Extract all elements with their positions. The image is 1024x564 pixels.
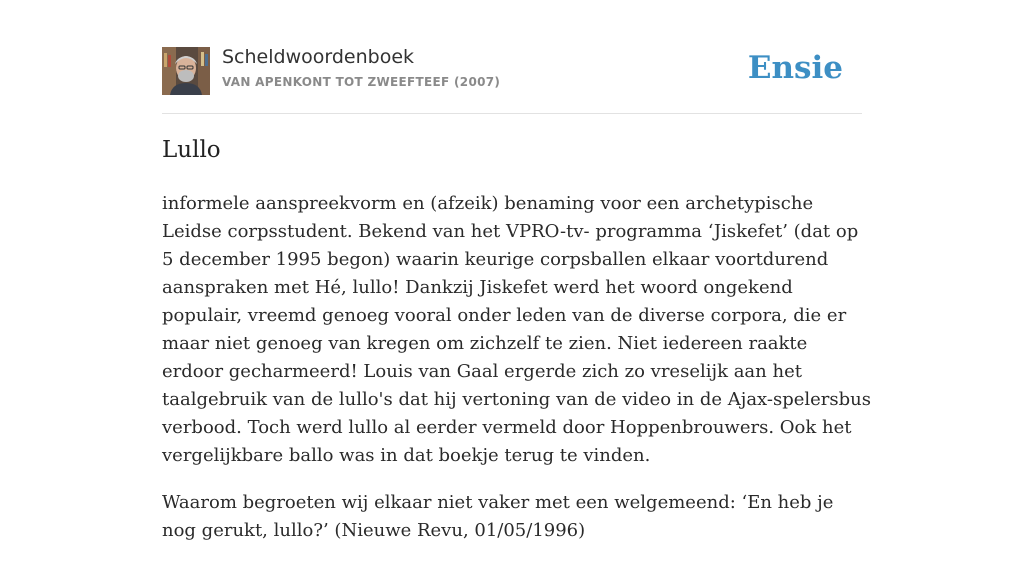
header-divider <box>162 113 862 114</box>
author-portrait-icon <box>162 47 210 95</box>
source-subtitle: VAN APENKONT TOT ZWEEFTEEF (2007) <box>222 75 501 89</box>
entry-definition <box>162 190 872 564</box>
ensie-logo[interactable]: Ensie <box>747 50 843 86</box>
entry-title: Lullo <box>162 137 221 163</box>
source-header <box>162 46 862 96</box>
definition-paragraph: informele aanspreekvorm en (afzeik) benaming voor een archetypische Leidse corpsstudent. Bekend van het VPRO-tv- programma ‘Jiskefet’ (dat op 5 december 1995 begon) waarin keurige corpsballen elkaar voortdurend aanspraken met Hé, lullo! Dankzij Jiskefet werd het woord ongekend populair, vreemd genoeg vooral onder leden van de diverse corpora, die er maar niet genoeg van kregen om zichzelf te zien. Niet iedereen raakte erdoor gecharmeerd! Louis van Gaal ergerde zich zo vreselijk aan het taalgebruik van de lullo's dat hij vertoning van de video in de Ajax-spelersbus verbood. Toch werd lullo al eerder vermeld door Hoppenbrouwers. Ook het vergelijkbare ballo was in dat boekje terug te vinden. <box>162 193 871 466</box>
citation-paragraph: Waarom begroeten wij elkaar niet vaker met een welgemeend: ‘En heb je nog gerukt, lullo?’ (Nieuwe Revu, 01/05/1996) <box>162 492 834 541</box>
source-title[interactable]: Scheldwoordenboek <box>222 46 415 68</box>
author-avatar[interactable] <box>162 47 210 95</box>
